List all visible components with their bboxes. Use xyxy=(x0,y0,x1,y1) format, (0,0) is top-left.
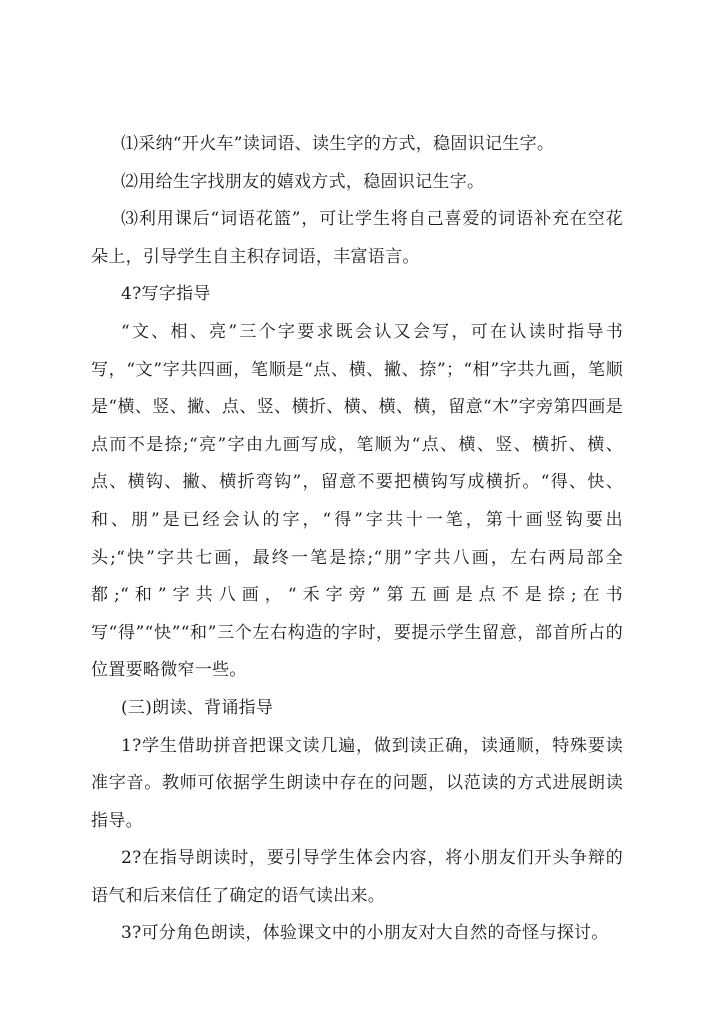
paragraph-reading-1: 1?学生借助拼音把课文读几遍，做到读正确，读通顺，特殊要读准字音。教师可依据学生朗读中存在的问题，以范读的方式进展朗读指导。 xyxy=(91,735,623,831)
paragraph-reading-3: 3?可分角色朗读，体验课文中的小朋友对大自然的奇怪与探讨。 xyxy=(121,923,609,944)
paragraph-2: ⑵用给生字找朋友的嬉戏方式，稳固识记生字。 xyxy=(121,171,485,192)
document-body xyxy=(91,126,623,953)
section-heading-writing: 4?写字指导 xyxy=(121,284,211,305)
section-heading-reading: (三)朗读、背诵指导 xyxy=(121,697,274,718)
paragraph-3: ⑶利用课后“词语花篮”，可让学生将自己喜爱的词语补充在空花朵上，引导学生自主积存词语，丰富语言。 xyxy=(91,209,623,267)
paragraph-reading-2: 2?在指导朗读时，要引导学生体会内容，将小朋友们开头争辩的语气和后来信任了确定的语气读出来。 xyxy=(91,848,623,906)
paragraph-writing-guidance: “文、相、亮”三个字要求既会认又会写，可在认读时指导书写，“文”字共四画，笔顺是“点、横、撇、捺”；“相”字共九画，笔顺是“横、竖、撇、点、竖、横折、横、横、横，留意“木”字旁第四画是点而不是捺;“亮”字由九画写成，笔顺为“点、横、竖、横折、横、点、横钩、撇、横折弯钩”，留意不要把横钩写成横折。“得、快、和、朋”是已经会认的字，“得”字共十一笔，第十画竖钩要出头;“快”字共七画，最终一笔是捺;“朋”字共八画，左右两局部全都;“和”字共八画，“禾字旁”第五画是点不是捺;在书写“得”“快”“和”三个左右构造的字时，要提示学生留意，部首所占的位置要略微窄一些。 xyxy=(91,321,623,681)
paragraph-1: ⑴采纳“开火车”读词语、读生字的方式，稳固识记生字。 xyxy=(121,134,555,154)
